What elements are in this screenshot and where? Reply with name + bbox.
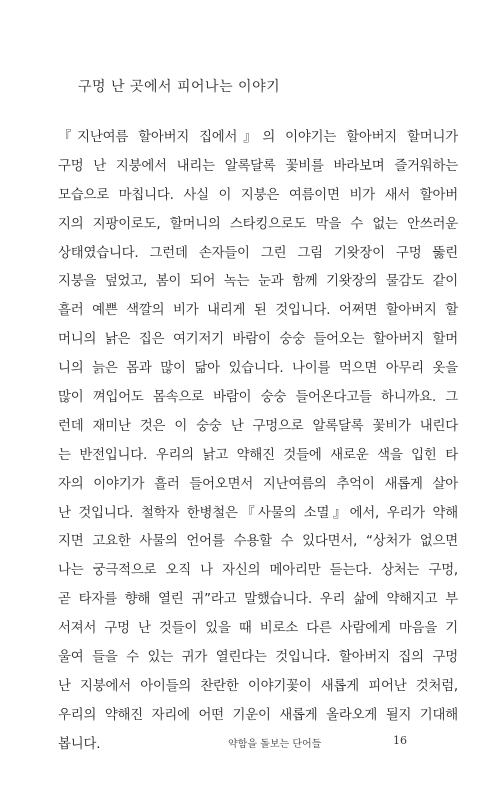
text-line: 서져서 구멍 난 것들이 있을 때 비로소 다른 사람에게 마음을 기 [58,621,458,637]
page-number: 16 [393,734,407,747]
text-line: 자의 이야기가 흘러 들어오면서 지난여름의 추억이 새롭게 살아 [58,476,458,492]
text-line: 니의 늙은 몸과 많이 닮아 있습니다. 나이를 먹으면 아무리 옷을 [58,361,458,377]
text-line: 머니의 낡은 집은 여기저기 바람이 숭숭 들어오는 할아버지 할머 [58,332,458,348]
text-line: 런데 재미난 것은 이 숭숭 난 구멍으로 알록달록 꽃비가 내린다 [58,418,458,434]
text-line: 우리의 약해진 자리에 어떤 기운이 새롭게 올라오게 될지 기대해 [58,707,458,723]
running-footer-title: 약함을 돌보는 단어들 [228,739,322,750]
text-line: 봅니다. [58,736,101,752]
text-line: 지의 지팡이로도, 할머니의 스타킹으로도 막을 수 없는 안쓰러운 [58,216,458,232]
text-line: 많이 껴입어도 몸속으로 바람이 숭숭 들어온다고들 하니까요. 그 [58,390,458,406]
text-line: 모습으로 마칩니다. 사실 이 지붕은 여름이면 비가 새서 할아버 [58,187,458,203]
text-line: 울여 들을 수 있는 귀가 열린다는 것입니다. 할아버지 집의 구멍 [58,650,458,666]
text-line: 곧 타자를 향해 열린 귀”라고 말했습니다. 우리 삶에 약해지고 부 [58,592,458,608]
text-line: 지붕을 덮었고, 봄이 되어 녹는 눈과 함께 기왓장의 물감도 같이 [58,274,458,290]
page-footer [0,735,500,751]
text-line: 지면 고요한 사물의 언어를 수용할 수 있다면서, “상처가 없으면 [58,534,458,550]
text-line: 는 반전입니다. 우리의 낡고 약해진 것들에 새로운 색을 입힌 타 [58,447,458,463]
text-line: 나는 궁극적으로 오직 나 자신의 메아리만 듣는다. 상처는 구멍, [58,563,458,579]
text-line: 구멍 난 지붕에서 내리는 알록달록 꽃비를 바라보며 즐거워하는 [58,158,458,174]
text-line: 난 것입니다. 철학자 한병철은『사물의 소멸』에서, 우리가 약해 [58,505,458,521]
text-line: 흘러 예쁜 색깔의 비가 내리게 된 것입니다. 어쩌면 할아버지 할 [58,303,458,319]
text-line: 난 지붕에서 아이들의 찬란한 이야기꽃이 새롭게 피어난 것처럼, [58,678,458,694]
body-paragraph [58,124,458,760]
section-title: 구멍 난 곳에서 피어나는 이야기 [78,79,281,95]
text-line: 『지난여름 할아버지 집에서』의 이야기는 할아버지 할머니가 [58,130,458,145]
text-line: 상태였습니다. 그런데 손자들이 그린 그림 기왓장이 구멍 뚫린 [58,245,458,261]
